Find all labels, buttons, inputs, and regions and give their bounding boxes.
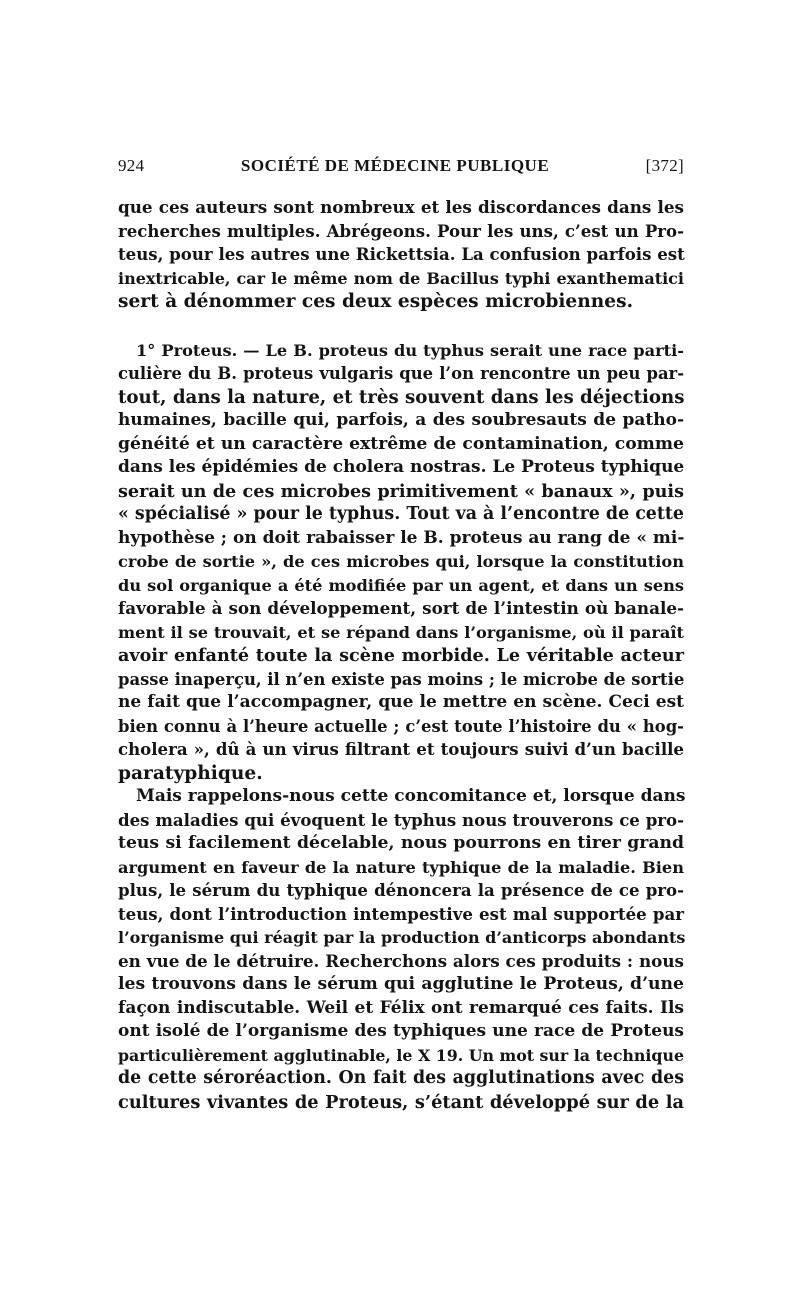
- text-line: ne fait que l’accompagner, que le mettre en scène. Ceci est: [118, 692, 684, 712]
- text-line: l’organisme qui réagit par la production d’anticorps abondants: [118, 928, 686, 947]
- text-line: les trouvons dans le sérum qui agglutine le Proteus, d’une: [118, 974, 684, 994]
- text-line: du sol organique a été modifiée par un agent, et dans un sens: [118, 575, 684, 595]
- text-line: teus si facilement décelable, nous pourrons en tirer grand: [118, 833, 684, 853]
- text-line: des maladies qui évoquent le typhus nous trouverons ce pro-: [118, 809, 684, 830]
- text-line: sert à dénommer ces deux espèces microbiennes.: [118, 291, 634, 312]
- text-line: généité et un caractère extrême de contamination, comme: [118, 433, 684, 454]
- paragraph-gap: [118, 314, 684, 339]
- running-title: SOCIÉTÉ DE MÉDECINE PUBLIQUE: [240, 156, 550, 175]
- text-line: paratyphique.: [118, 762, 263, 784]
- text-line: tout, dans la nature, et très souvent dans les déjections: [118, 386, 685, 408]
- text-line: teus, dont l’introduction intempestive est mal supportée par: [118, 903, 684, 924]
- text-line: recherches multiples. Abrégeons. Pour les uns, c’est un Pro-: [118, 220, 684, 241]
- text-line: Mais rappelons-nous cette concomitance et, lorsque dans: [136, 786, 686, 806]
- text-line: en vue de le détruire. Recherchons alors ces produits : nous: [118, 950, 684, 971]
- text-line: passe inaperçu, il n’en existe pas moins ; le microbe de sortie: [118, 669, 685, 689]
- text-line: avoir enfanté toute la scène morbide. Le véritable acteur: [118, 645, 684, 666]
- text-line: serait un de ces microbes primitivement « banaux », puis: [118, 480, 684, 502]
- text-line: façon indiscutable. Weil et Félix ont remarqué ces faits. Ils: [118, 997, 684, 1018]
- text-line: « spécialisé » pour le typhus. Tout va à l’encontre de cette: [118, 504, 684, 524]
- text-line: bien connu à l’heure actuelle ; c’est toute l’histoire du « hog-: [118, 716, 684, 736]
- text-line: crobe de sortie », de ces microbes qui, lorsque la constitution: [118, 552, 684, 571]
- text-line: culière du B. proteus vulgaris que l’on rencontre un peu par-: [118, 364, 684, 383]
- running-header: [118, 156, 684, 176]
- text-line: cultures vivantes de Proteus, s’étant développé sur de la: [118, 1091, 684, 1113]
- text-line: favorable à son développement, sort de l’intestin où banale-: [118, 598, 684, 618]
- text-line: 1° Proteus. — Le B. proteus du typhus serait une race parti-: [136, 340, 684, 360]
- body-text: [118, 196, 684, 1114]
- text-line: ment il se trouvait, et se répand dans l’organisme, où il paraît: [118, 622, 684, 642]
- text-line: inextricable, car le même nom de Bacillus typhi exanthematici: [118, 268, 684, 288]
- text-line: cholera », dû à un virus filtrant et toujours suivi d’un bacille: [118, 739, 684, 759]
- text-line: argument en faveur de la nature typhique de la maladie. Bien: [118, 857, 684, 877]
- text-line: particulièrement agglutinable, le X 19. Un mot sur la technique: [118, 1045, 684, 1065]
- text-line: plus, le sérum du typhique dénoncera la présence de ce pro-: [118, 880, 684, 900]
- text-line: teus, pour les autres une Rickettsia. La confusion parfois est: [118, 244, 685, 264]
- text-line: dans les épidémies de cholera nostras. Le Proteus typhique: [118, 457, 685, 477]
- text-line: ont isolé de l’organisme des typhiques une race de Proteus: [118, 1021, 684, 1041]
- text-line: de cette séroréaction. On fait des agglutinations avec des: [118, 1068, 684, 1088]
- text-line: hypothèse ; on doit rabaisser le B. proteus au rang de « mi-: [118, 527, 685, 548]
- text-line: humaines, bacille qui, parfois, a des soubresauts de patho-: [118, 410, 684, 430]
- bracket-number: [372]: [645, 156, 684, 175]
- page-number: 924: [118, 156, 145, 175]
- text-line: que ces auteurs sont nombreux et les discordances dans les: [118, 197, 684, 217]
